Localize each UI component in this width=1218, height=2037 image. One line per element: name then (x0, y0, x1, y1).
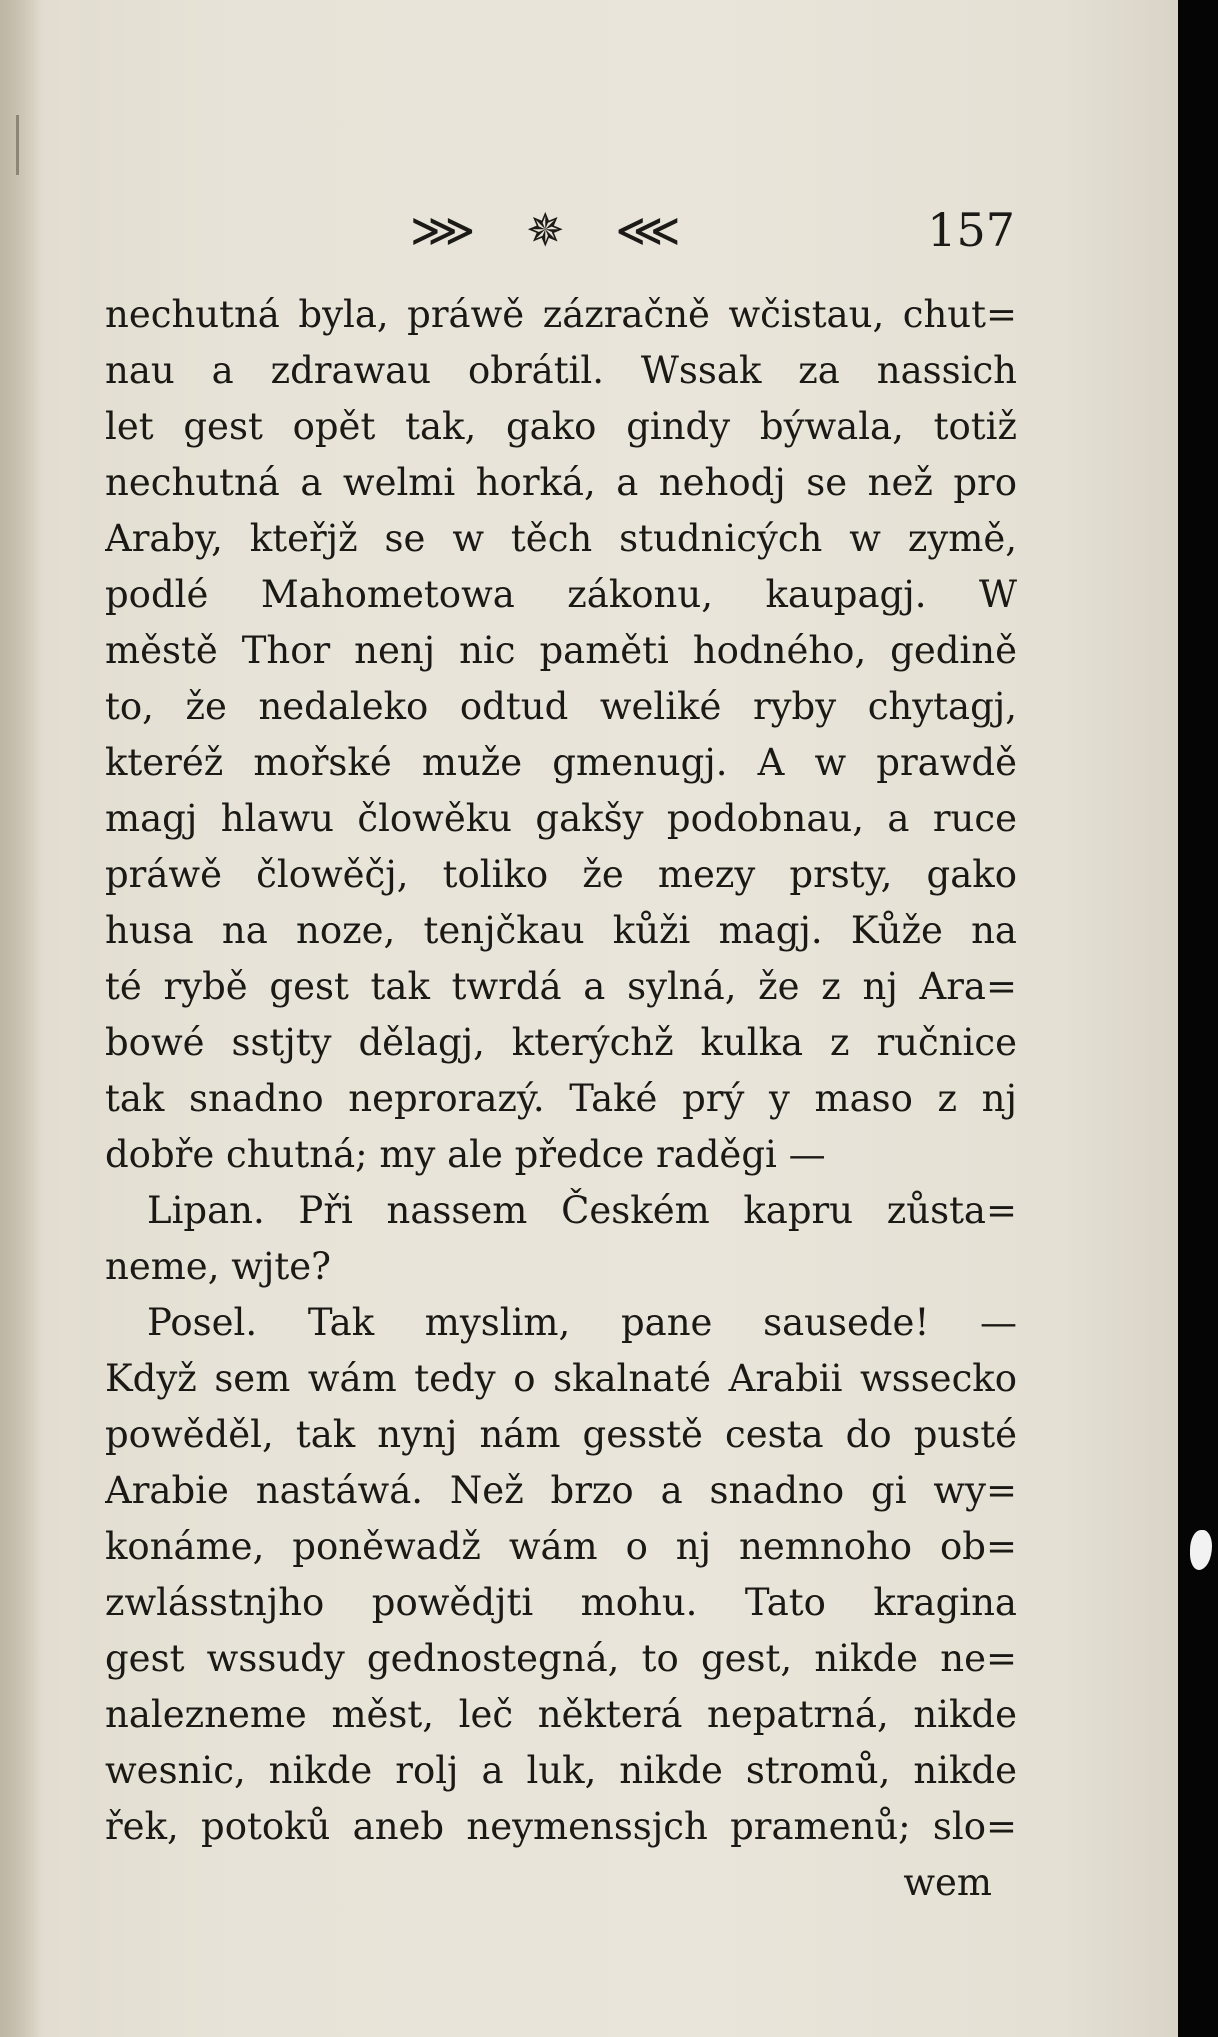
page-edge-blot (1190, 1530, 1212, 1570)
text-line: nau a zdrawau obrátil. Wssak za nassich (105, 349, 1017, 392)
catchword: wem (903, 1861, 992, 1904)
text-line: dobře chutná; my ale předce raděgi — (105, 1133, 826, 1176)
text-line: husa na noze, tenjčkau kůži magj. Kůže na (105, 909, 1017, 952)
text-line: té rybě gest tak twrdá a sylná, že z nj Ara= (105, 965, 1017, 1008)
text-line: let gest opět tak, gako gindy býwala, totiž (105, 405, 1017, 448)
text-line: Arabie nastáwá. Než brzo a snadno gi wy= (105, 1469, 1017, 1512)
page-number: 157 (927, 203, 1015, 257)
text-line: konáme, poněwadž wám o nj nemnoho ob= (105, 1525, 1017, 1568)
text-line: tak snadno neprorazý. Také prý y maso z nj (105, 1077, 1017, 1120)
running-head (105, 195, 1015, 255)
text-line: nechutná byla, práwě zázračně wčistau, chut= (105, 293, 1017, 336)
text-line: wesnic, nikde rolj a luk, nikde stromů, nikde (105, 1749, 1017, 1792)
text-line: podlé Mahometowa zákonu, kaupagj. W (105, 573, 1017, 616)
text-line: neme, wjte? (105, 1245, 331, 1288)
text-line: to, že nedaleko odtud weliké ryby chytagj, (105, 685, 1017, 728)
text-line: řek, potoků aneb neymenssjch pramenů; slo= (105, 1805, 1017, 1848)
text-line: magj hlawu člowěku gakšy podobnau, a ruce (105, 797, 1017, 840)
body-text (105, 287, 1017, 1911)
text-line: Araby, kteřjž se w těch studnicých w zymě, (105, 517, 1017, 560)
text-line: Když sem wám tedy o skalnaté Arabii wssecko (105, 1357, 1017, 1400)
text-line: Lipan. Při nassem Českém kapru zůsta= (147, 1189, 1017, 1232)
text-line: městě Thor nenj nic paměti hodného, gedině (105, 629, 1017, 672)
text-line: nalezneme měst, leč některá nepatrná, nikde (105, 1693, 1017, 1736)
text-line: powěděl, tak nynj nám gesstě cesta do pusté (105, 1413, 1017, 1456)
text-line: nechutná a welmi horká, a nehodj se než pro (105, 461, 1017, 504)
text-line: zwlásstnjho powědjti mohu. Tato kragina (105, 1581, 1017, 1624)
ornament-icon: ⋙ ✵ ⋘ (410, 203, 699, 257)
text-line: práwě člowěčj, toliko že mezy prsty, gako (105, 853, 1017, 896)
gutter-shadow (0, 0, 40, 2037)
binding-mark (16, 115, 19, 175)
text-line: kteréž mořské muže gmenugj. A w prawdě (105, 741, 1017, 784)
text-line: gest wssudy gednostegná, to gest, nikde ne= (105, 1637, 1017, 1680)
text-line: bowé sstjty dělagj, kterýchž kulka z ručnice (105, 1021, 1017, 1064)
text-line: Posel. Tak myslim, pane sausede! — (147, 1301, 1017, 1344)
